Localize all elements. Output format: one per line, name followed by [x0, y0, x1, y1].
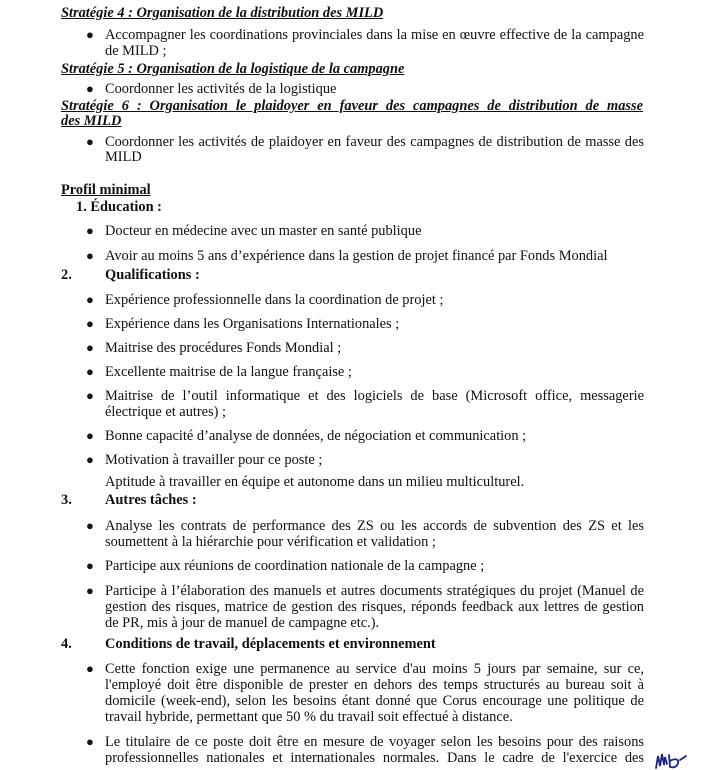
- conditions-item-continued: travail hybride, permettant que 50 % du travail soit effectué à distance.: [105, 709, 513, 725]
- handwritten-initials-icon: [653, 750, 689, 770]
- qualifications-heading: Qualifications :: [105, 267, 200, 283]
- bullet-icon: ●: [86, 248, 94, 263]
- qualification-item: Aptitude à travailler en équipe et autonome dans un milieu multiculturel.: [105, 474, 525, 490]
- bullet-icon: ●: [86, 340, 94, 355]
- autres-item: Analyse les contrats de performance des ZS ou les accords de subvention des ZS et les: [105, 518, 644, 534]
- strategy-6-title-line2: des MILD: [61, 113, 122, 129]
- conditions-item-continued: domicile (week-end), selon les besoins étant donné que Corus encourage une politique de: [105, 693, 644, 709]
- bullet-icon: ●: [86, 734, 94, 749]
- profil-heading: Profil minimal: [61, 182, 151, 198]
- bullet-icon: ●: [86, 223, 94, 238]
- qualification-item: Bonne capacité d’analyse de données, de négociation et communication ;: [105, 428, 527, 444]
- strategy-4-bullet-line1: Accompagner les coordinations provinciales dans la mise en œuvre effective de la campagne: [105, 27, 644, 43]
- strategy-5-bullet: Coordonner les activités de la logistique: [105, 81, 337, 97]
- strategy-5-title: Stratégie 5 : Organisation de la logistique de la campagne: [61, 61, 405, 77]
- autres-heading: Autres tâches :: [105, 492, 197, 508]
- strategy-6-title-line1: Stratégie 6 : Organisation le plaidoyer en faveur des campagnes de distribution de masse: [61, 98, 643, 114]
- education-heading: 1. Éducation :: [76, 199, 162, 215]
- autres-item-continued: gestion des risques, matrice de gestion des risques, réponds feedback aux lettres de gestion: [105, 599, 644, 615]
- autres-item: Participe à l’élaboration des manuels et autres documents stratégiques du projet (Manuel de: [105, 583, 644, 599]
- education-item: Docteur en médecine avec un master en santé publique: [105, 223, 422, 239]
- bullet-icon: ●: [86, 583, 94, 598]
- autres-item-continued: soumettent à la hiérarchie pour vérification et validation ;: [105, 534, 436, 550]
- bullet-icon: ●: [86, 558, 94, 573]
- bullet-icon: ●: [86, 134, 94, 149]
- bullet-icon: ●: [86, 316, 94, 331]
- conditions-heading: Conditions de travail, déplacements et environnement: [105, 636, 436, 652]
- qualification-item: Expérience professionnelle dans la coordination de projet ;: [105, 292, 444, 308]
- autres-item-continued: de PR, mis à jour de manuel de campagne etc.).: [105, 615, 380, 631]
- education-item: Avoir au moins 5 ans d’expérience dans la gestion de projet financé par Fonds Mondial: [105, 248, 608, 264]
- strategy-6-bullet-line2: MILD: [105, 149, 142, 165]
- conditions-item: Cette fonction exige une permanence au service d'au moins 5 jours par semaine, sur ce,: [105, 661, 644, 677]
- qualification-item: Expérience dans les Organisations Internationales ;: [105, 316, 400, 332]
- qualification-item: Maitrise de l’outil informatique et des logiciels de base (Microsoft office, messagerie: [105, 388, 644, 404]
- autres-number: 3.: [61, 492, 72, 508]
- strategy-4-title: Stratégie 4 : Organisation de la distribution des MILD: [61, 5, 384, 21]
- bullet-icon: ●: [86, 81, 94, 96]
- qualifications-number: 2.: [61, 267, 72, 283]
- qualification-item: Excellente maitrise de la langue française ;: [105, 364, 352, 380]
- bullet-icon: ●: [86, 661, 94, 676]
- strategy-4-bullet-line2: de MILD ;: [105, 43, 167, 59]
- strategy-6-bullet-line1: Coordonner les activités de plaidoyer en faveur des campagnes de distribution de masse des: [105, 134, 644, 150]
- conditions-item-continued: professionnelles nationales et internationales normales. Dans le cadre de l'exercice des: [105, 750, 644, 766]
- autres-item: Participe aux réunions de coordination nationale de la campagne ;: [105, 558, 485, 574]
- bullet-icon: ●: [86, 452, 94, 467]
- qualification-item-continued: électrique et autres) ;: [105, 404, 227, 420]
- bullet-icon: ●: [86, 27, 94, 42]
- bullet-icon: ●: [86, 428, 94, 443]
- conditions-item: Le titulaire de ce poste doit être en mesure de voyager selon les besoins pour des raisons: [105, 734, 644, 750]
- conditions-item-continued: l'employé doit être disponible de prester en dehors des temps structurés au bureau soit à: [105, 677, 644, 693]
- bullet-icon: ●: [86, 364, 94, 379]
- bullet-icon: ●: [86, 388, 94, 403]
- bullet-icon: ●: [86, 292, 94, 307]
- qualification-item: Maitrise des procédures Fonds Mondial ;: [105, 340, 342, 356]
- bullet-icon: ●: [86, 518, 94, 533]
- qualification-item: Motivation à travailler pour ce poste ;: [105, 452, 323, 468]
- conditions-number: 4.: [61, 636, 72, 652]
